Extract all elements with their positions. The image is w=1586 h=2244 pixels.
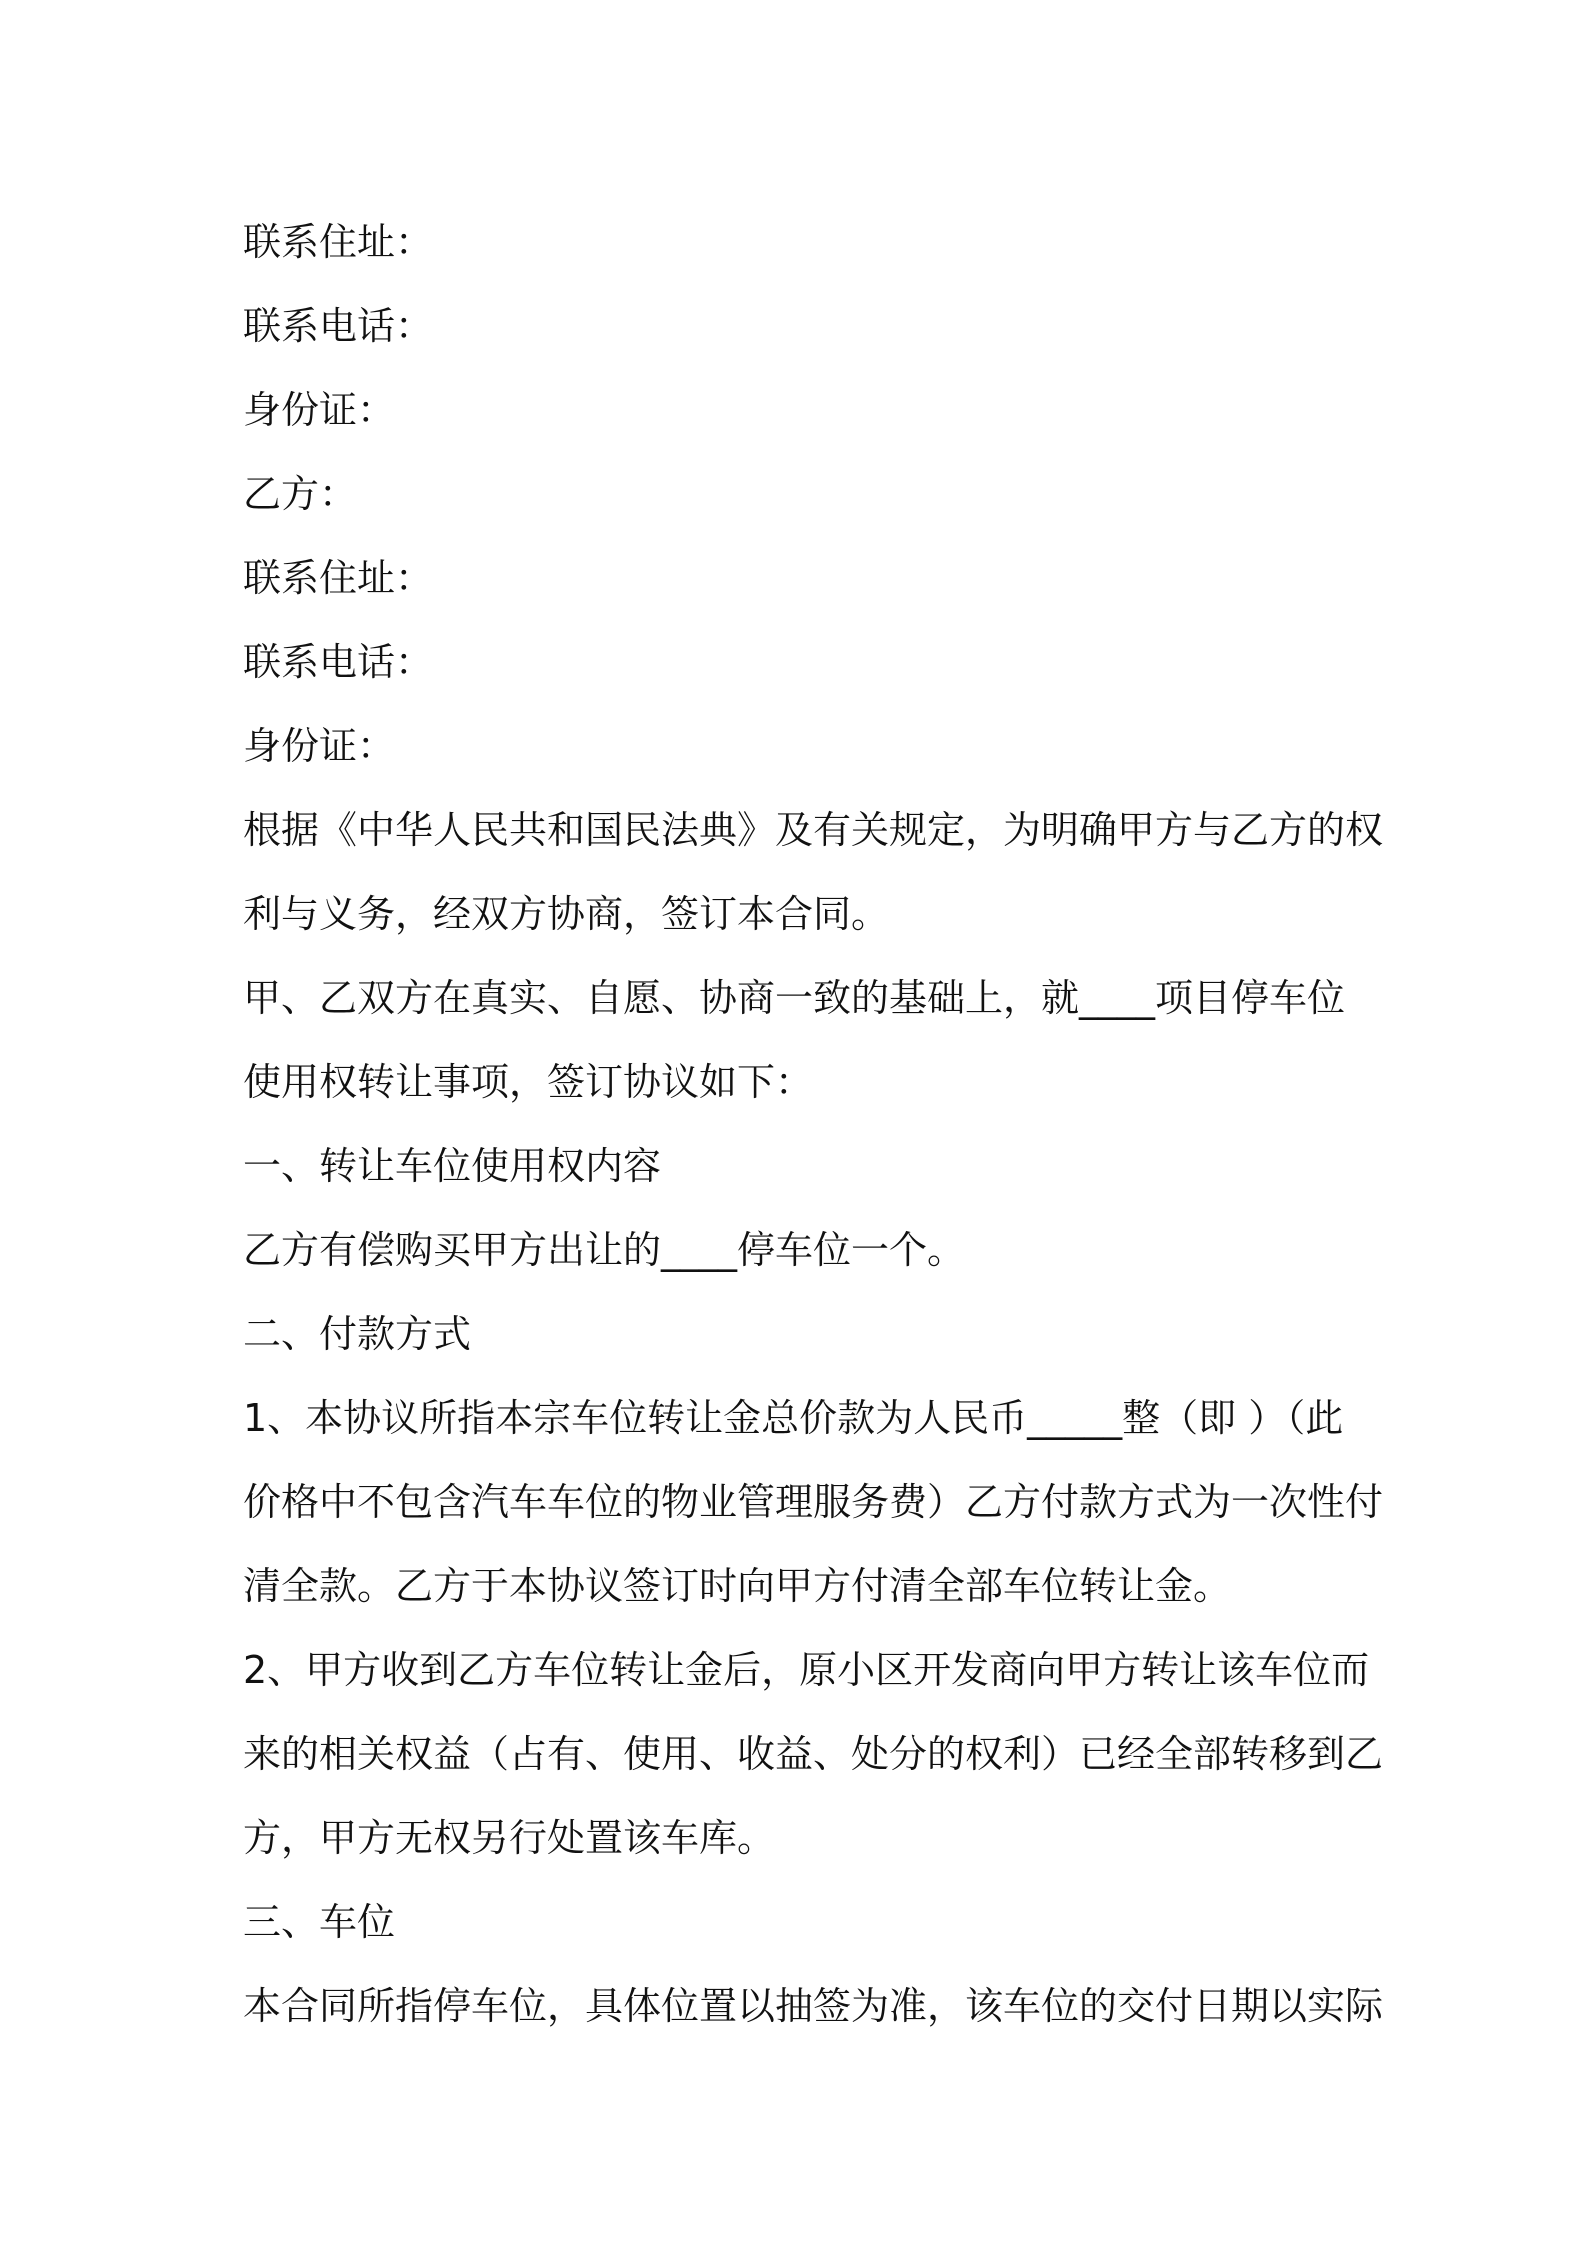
clause-2-1-line-3: 清全款。乙方于本协议签订时向甲方付清全部车位转让金。: [243, 1564, 1232, 1608]
party-a-address-label: 联系住址：: [243, 220, 434, 264]
clause-2-2-line-3: 方，甲方无权另行处置该车库。: [243, 1816, 776, 1860]
party-a-phone-label: 联系电话：: [243, 304, 434, 348]
clause-2-1-line-2: 价格中不包含汽车车位的物业管理服务费）乙方付款方式为一次性付: [243, 1480, 1384, 1524]
section-3-heading: 三、车位: [243, 1900, 396, 1944]
agreement-intro-line-2: 使用权转让事项，签订协议如下：: [243, 1060, 814, 1104]
agreement-intro-line-1: 甲、乙双方在真实、自愿、协商一致的基础上，就____项目停车位: [243, 976, 1346, 1020]
party-a-id-label: 身份证：: [243, 388, 396, 432]
document-body: [243, 200, 1384, 2048]
clause-2-1-line-1: 1、本协议所指本宗车位转让金总价款为人民币_____整（即 ）（此: [243, 1396, 1344, 1440]
clause-2-2-line-1: 2、甲方收到乙方车位转让金后，原小区开发商向甲方转让该车位而: [243, 1648, 1370, 1692]
party-b-address-label: 联系住址：: [243, 556, 434, 600]
party-b-label: 乙方：: [243, 472, 358, 516]
preamble-line-2: 利与义务，经双方协商，签订本合同。: [243, 892, 890, 936]
section-1-body: 乙方有偿购买甲方出让的____停车位一个。: [243, 1228, 966, 1272]
section-3-body-line-1: 本合同所指停车位，具体位置以抽签为准，该车位的交付日期以实际: [243, 1984, 1384, 2028]
section-2-heading: 二、付款方式: [243, 1312, 472, 1356]
section-1-heading: 一、转让车位使用权内容: [243, 1144, 662, 1188]
clause-2-2-line-2: 来的相关权益（占有、使用、收益、处分的权利）已经全部转移到乙: [243, 1732, 1384, 1776]
party-b-id-label: 身份证：: [243, 724, 396, 768]
party-b-phone-label: 联系电话：: [243, 640, 434, 684]
preamble-line-1: 根据《中华人民共和国民法典》及有关规定，为明确甲方与乙方的权: [243, 808, 1384, 852]
